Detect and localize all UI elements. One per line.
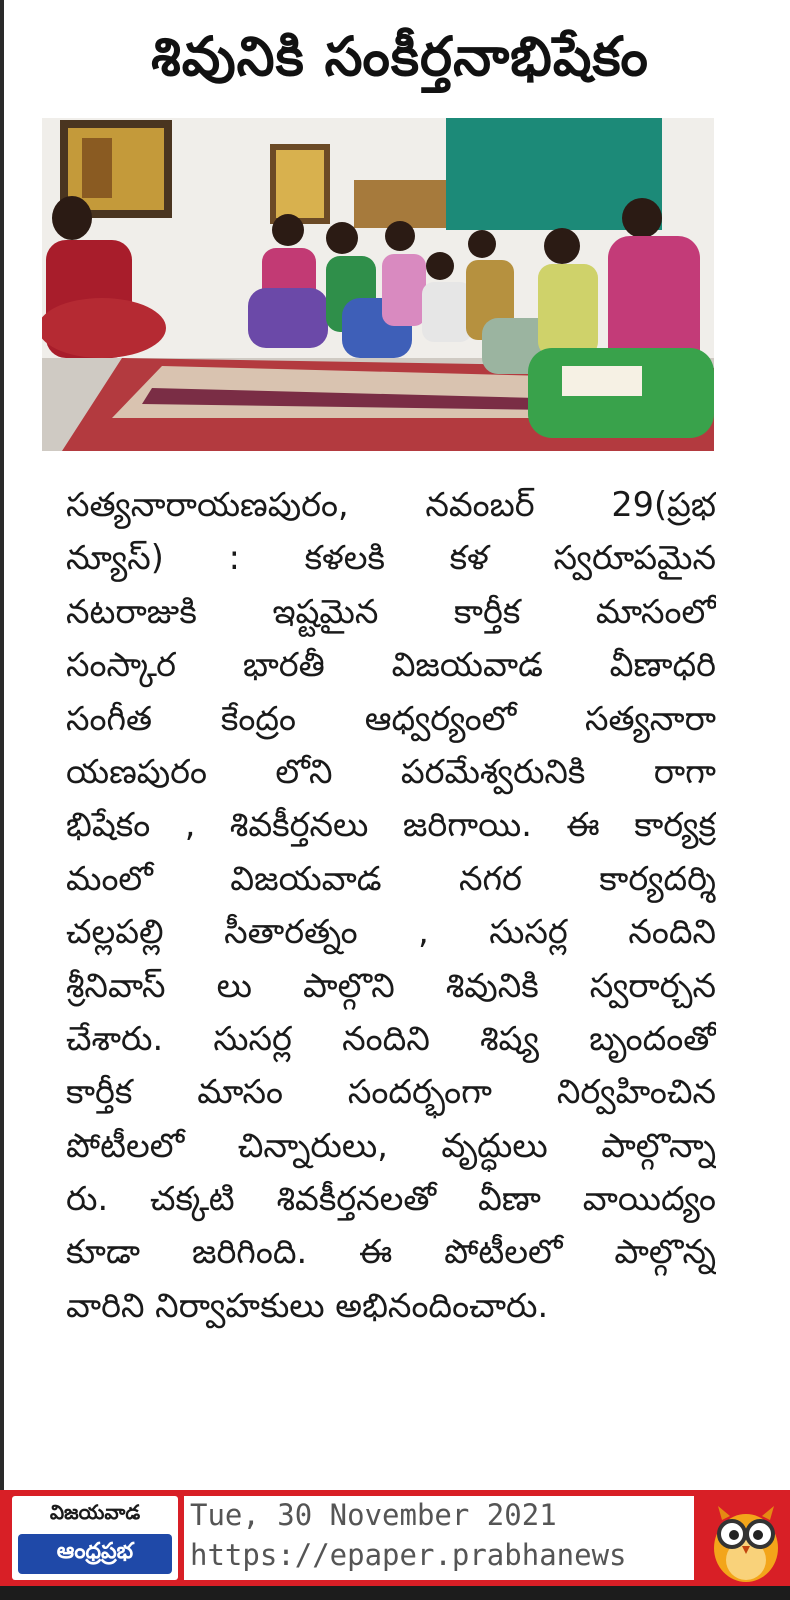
brand-city: విజయవాడ bbox=[49, 1500, 141, 1524]
article-photo bbox=[42, 118, 714, 451]
article-line: మంలో విజయవాడ నగర కార్యదర్శి bbox=[66, 858, 716, 898]
article-line: సంగీత కేంద్రం ఆధ్వర్యంలో సత్యనారా bbox=[66, 698, 716, 738]
article-line: కార్తీక మాసం సందర్భంగా నిర్వహించిన bbox=[66, 1072, 716, 1112]
newspaper-brand-logo[interactable] bbox=[12, 1496, 178, 1580]
article-line: సంస్కార భారతీ విజయవాడ వీణాధరి bbox=[66, 645, 716, 685]
article-line: చల్లపల్లి సీతారత్నం , సుసర్ల నందిని bbox=[66, 912, 716, 952]
article-line: సత్యనారాయణపురం, నవంబర్ 29(ప్రభ bbox=[66, 485, 716, 524]
edition-date: Tue, 30 November 2021 bbox=[190, 1498, 557, 1532]
article-line: పోటీలలో చిన్నారులు, వృద్ధులు పాల్గొన్నా bbox=[66, 1125, 716, 1165]
article-line: యణపురం లోని పరమేశ్వరునికి రాగా bbox=[66, 751, 716, 791]
article-line: శ్రీనివాస్ లు పాల్గొని శివునికి స్వరార్చన bbox=[66, 965, 716, 1005]
article-line: చేశారు. సుసర్ల నందిని శిష్య బృందంతో bbox=[66, 1018, 716, 1058]
article-line: వారిని నిర్వాహకులు అభినందించారు. bbox=[66, 1285, 549, 1325]
edition-info bbox=[184, 1496, 694, 1580]
article-line: రు. చక్కటి శివకీర్తనలతో వీణా వాయిద్యం bbox=[66, 1179, 716, 1219]
share-bar-remnant bbox=[0, 1586, 790, 1600]
brand-name: ఆంధ్రప్రభ bbox=[18, 1534, 172, 1574]
owl-mascot-icon bbox=[708, 1498, 784, 1584]
headline: శివునికి సంకీర్తనాభిషేకం bbox=[151, 24, 649, 88]
left-border bbox=[0, 0, 4, 1490]
article-line: భిషేకం , శివకీర్తనలు జరిగాయి. ఈ కార్యక్ర bbox=[66, 805, 716, 845]
article-body bbox=[66, 478, 716, 1332]
article-line: న్యూస్) : కళలకి కళ స్వరూపమైన bbox=[66, 538, 716, 578]
article-line: నటరాజుకి ఇష్టమైన కార్తీక మాసంలో bbox=[66, 591, 716, 631]
article-line: కూడా జరిగింది. ఈ పోటీలలో పాల్గొన్న bbox=[66, 1232, 716, 1272]
epaper-url-link[interactable]: https://epaper.prabhanews bbox=[190, 1538, 627, 1572]
